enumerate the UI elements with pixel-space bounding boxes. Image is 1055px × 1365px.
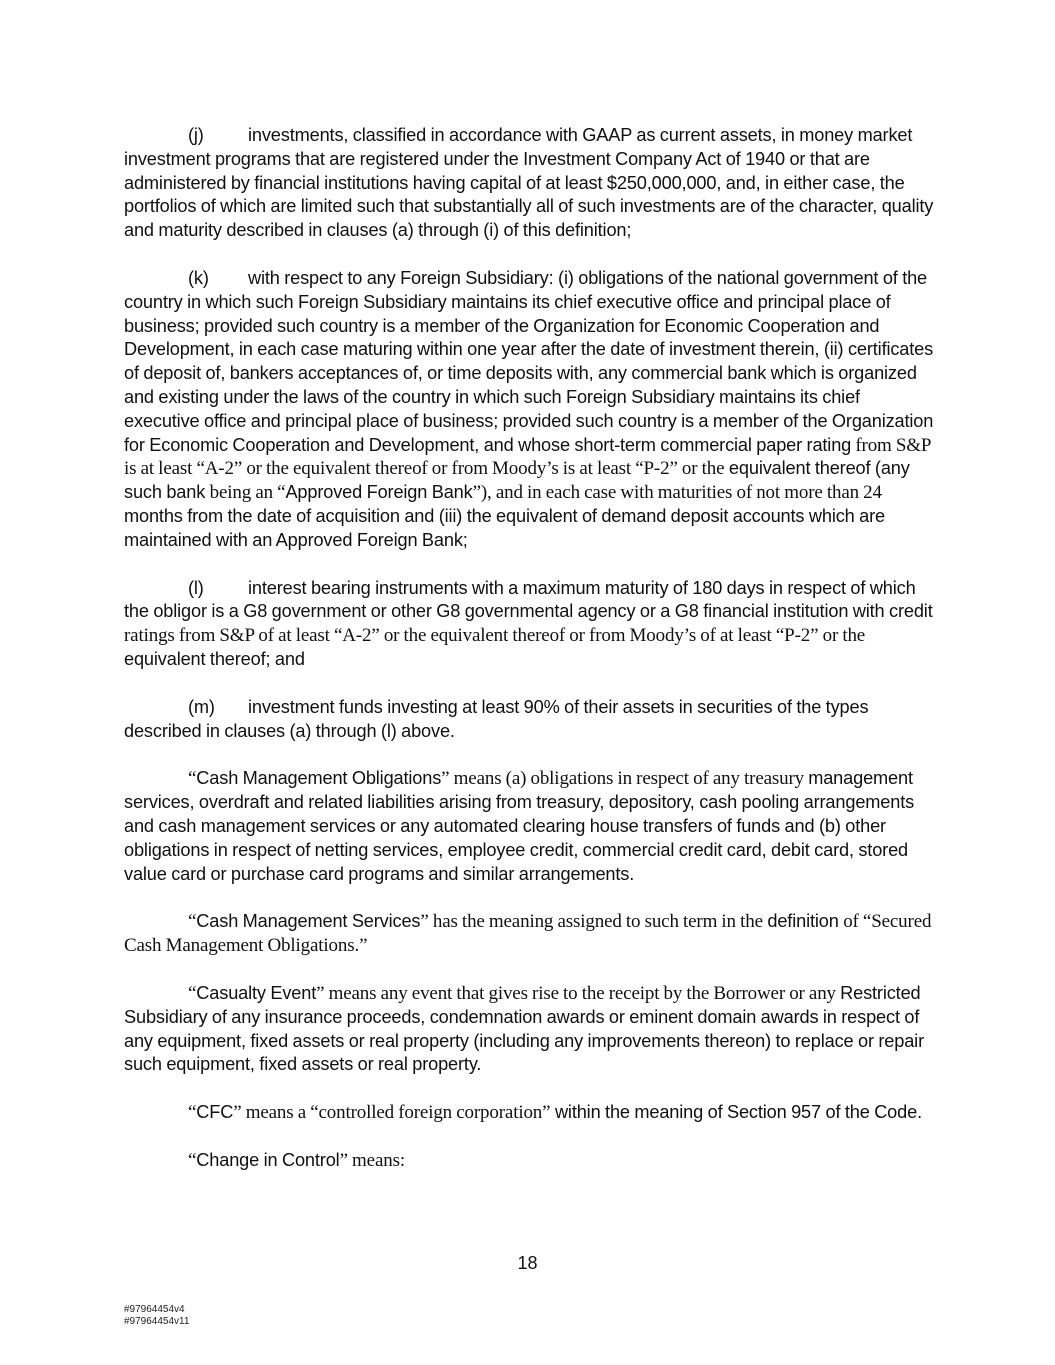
- definition-body-text: Restricted Subsidiary of any insurance proceeds, condemnation awards or eminent domain awards in respect of any equipment, fixed assets or real property (including any improvements thereon) to replace or repair such equipment, fixed assets or real property.: [124, 982, 924, 1075]
- paragraph-m-text: investment funds investing at least 90% of their assets in securities of the types described in clauses (a) through (l) above.: [124, 696, 869, 741]
- open-quote: “: [188, 768, 197, 790]
- paragraph-l-text-1: interest bearing instruments with a maximum maturity of 180 days in respect of which the obligor is a G8 government or other G8 governmental agency or a G8 financial institution with credit: [124, 577, 933, 622]
- definition-cfc: [124, 1101, 934, 1125]
- open-quote: “: [188, 911, 197, 933]
- open-quote: “: [188, 1102, 197, 1124]
- defined-term-approved-foreign-bank: Approved Foreign Bank: [285, 482, 473, 503]
- definition-casualty-event: [124, 982, 934, 1077]
- defined-term-cash-management-services: Cash Management Services: [196, 911, 421, 932]
- paragraph-l: [124, 577, 934, 672]
- defined-term-change-in-control: Change in Control: [196, 1149, 340, 1170]
- definition-body-text: within the meaning of Section 957 of the Code.: [550, 1102, 922, 1123]
- paragraph-l-text-2: equivalent thereof; and: [124, 648, 305, 669]
- clause-label-l: (l): [188, 577, 204, 598]
- defined-term-cfc: CFC: [196, 1102, 234, 1123]
- definition-cash-management-services: [124, 910, 934, 958]
- page-number: 18: [517, 1253, 538, 1273]
- definition-serif-text: ” means (a) obligations in respect of any treasury: [441, 768, 809, 790]
- paragraph-m: [124, 696, 934, 744]
- paragraph-k-text-3: months from the date of acquisition and (iii) the equivalent of demand deposit accounts which are maintained with an Approved Foreign Bank;: [124, 505, 885, 550]
- clause-label-m: (m): [188, 696, 215, 717]
- document-id: #97964454v4: [124, 1304, 185, 1315]
- paragraph-l-serif-1: ratings from S&P of at least “A-2” or the equivalent thereof or from Moody’s of at least “P-2” or the: [124, 625, 866, 647]
- definition-body-text: definition: [762, 911, 844, 932]
- paragraph-k-serif-1: from S&P is at least “A-2” or the equivalent thereof or from Moody’s is at least “P-2” or the: [124, 434, 931, 480]
- document-ids: [124, 1304, 189, 1328]
- paragraph-k: [124, 267, 934, 553]
- definition-serif-text: ” has the meaning assigned to such term in the: [420, 911, 763, 933]
- open-quote: “: [188, 982, 197, 1004]
- definition-serif-text-2: of “Secured Cash Management Obligations.”: [124, 911, 932, 957]
- open-quote: “: [188, 1149, 197, 1171]
- paragraph-k-serif-2: being an “: [209, 482, 286, 504]
- paragraph-k-text-2: equivalent thereof (any such bank: [124, 458, 910, 503]
- definition-serif-text: ” means any event that gives rise to the receipt by the Borrower or any: [316, 982, 841, 1004]
- definition-body-text: management services, overdraft and related liabilities arising from treasury, depository, cash pooling arrangements and cash management services or any automated clearing house transfers of funds and (b) other obligations in respect of netting services, employee credit, commercial credit card, debit card, stored value card or purchase card programs and similar arrangements.: [124, 768, 915, 884]
- clause-label-j: (j): [188, 125, 204, 145]
- paragraph-j-text: investments, classified in accordance with GAAP as current assets, in money market investment programs that are registered under the Investment Company Act of 1940 or that are administered by financial institutions having capital of at least $250,000,000, and, in either case, the portfolios of which are limited such that substantially all of such investments are of the character, quality and maturity described in clauses (a) through (i) of this definition;: [124, 125, 934, 241]
- definition-serif-text: ” means:: [339, 1149, 405, 1171]
- paragraph-j: [124, 124, 934, 243]
- clause-label-k: (k): [188, 267, 209, 288]
- defined-term-casualty-event: Casualty Event: [196, 982, 317, 1003]
- document-page: [124, 124, 934, 1197]
- definition-cash-management-obligations: [124, 767, 934, 886]
- paragraph-k-text-1: with respect to any Foreign Subsidiary: (i) obligations of the national government of the country in which such Foreign Subsidiary maintains its chief executive office and principal place of business; provided such country is a member of the Organization for Economic Cooperation and Development, in each case maturing within one year after the date of investment therein, (ii) certificates of deposit of, bankers acceptances of, or time deposits with, any commercial bank which is organized and existing under the laws of the country in which such Foreign Subsidiary maintains its chief executive office and principal place of business; provided such country is a member of the Organization for Economic Cooperation and Development, and whose short-term commercial paper rating: [124, 267, 934, 455]
- definition-change-in-control: [124, 1149, 934, 1173]
- definition-serif-text: ” means a “controlled foreign corporation”: [233, 1102, 551, 1124]
- defined-term-cash-management-obligations: Cash Management Obligations: [196, 768, 442, 789]
- paragraph-k-serif-3: ”), and in each case with maturities of not more than 24: [472, 482, 882, 504]
- document-id: #97964454v11: [124, 1316, 190, 1327]
